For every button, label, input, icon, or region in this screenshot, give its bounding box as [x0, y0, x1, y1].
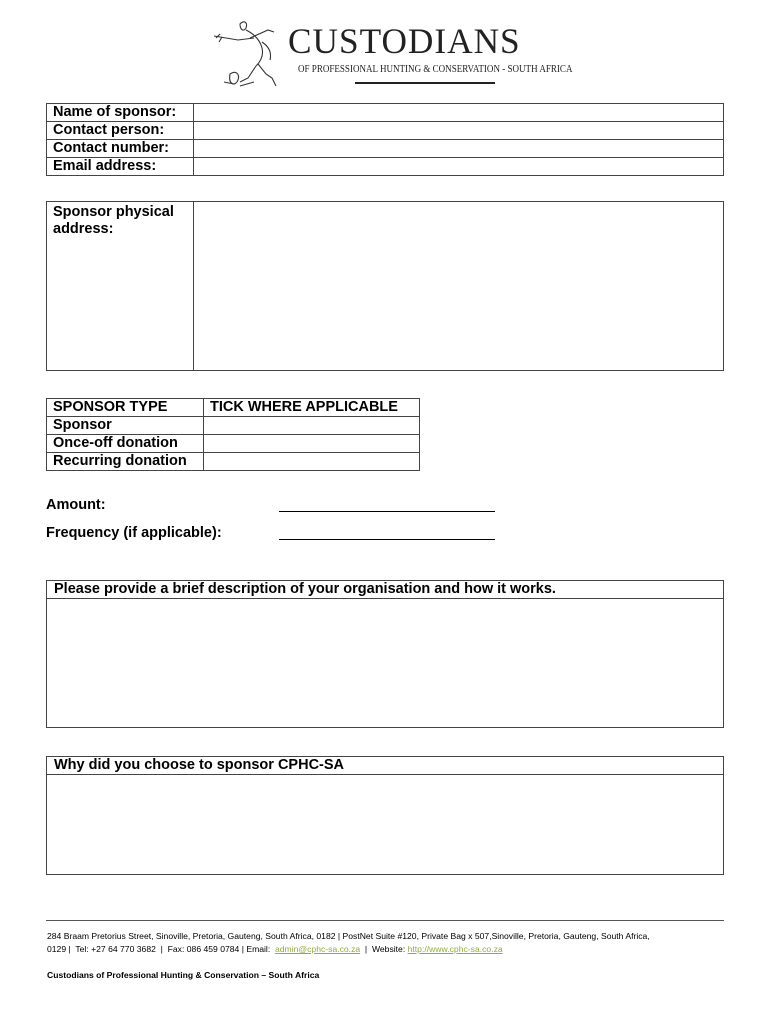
table-row — [47, 399, 420, 417]
table-row — [47, 417, 420, 435]
sponsor-option-label: Sponsor — [47, 417, 204, 435]
description-field[interactable] — [47, 599, 723, 727]
recurring-donation-tick-cell[interactable] — [204, 453, 420, 471]
table-row — [47, 202, 724, 371]
contact-person-field[interactable] — [194, 122, 724, 140]
tick-header: TICK WHERE APPLICABLE — [204, 399, 420, 417]
why-field[interactable] — [47, 775, 723, 874]
address-label-line2: address: — [53, 221, 114, 237]
table-row — [47, 435, 420, 453]
footer-website-prefix: | Website: — [360, 944, 408, 954]
footer-address-line2 — [47, 943, 727, 956]
table-row — [47, 122, 724, 140]
amount-label: Amount: — [46, 497, 106, 513]
sponsor-type-header: SPONSOR TYPE — [47, 399, 204, 417]
frequency-line[interactable] — [279, 539, 495, 540]
contact-table — [46, 103, 724, 176]
footer-address-line1: 284 Braam Pretorius Street, Sinoville, Pretoria, Gauteng, South Africa, 0182 | PostNet Suite #120, Private Bag x 507,Sinoville, Pretoria, Gauteng, South Africa, — [47, 931, 650, 941]
why-header: Why did you choose to sponsor CPHC-SA — [47, 757, 723, 775]
once-off-donation-label: Once-off donation — [47, 435, 204, 453]
logo-underline — [355, 82, 495, 84]
address-label-line1: Sponsor physical — [53, 204, 174, 220]
footer-address — [47, 930, 727, 956]
contact-number-field[interactable] — [194, 140, 724, 158]
name-of-sponsor-label: Name of sponsor: — [47, 104, 194, 122]
logo — [210, 16, 573, 90]
amount-line[interactable] — [279, 511, 495, 512]
footer-contact-text: 0129 | Tel: +27 64 770 3682 | Fax: 086 459 0784 | Email: — [47, 944, 275, 954]
frequency-label: Frequency (if applicable): — [46, 525, 222, 541]
sponsor-tick-cell[interactable] — [204, 417, 420, 435]
table-row — [47, 140, 724, 158]
sponsor-address-label — [47, 202, 194, 371]
hunter-logo-icon — [210, 16, 290, 88]
once-off-donation-tick-cell[interactable] — [204, 435, 420, 453]
sponsor-address-field[interactable] — [194, 202, 724, 371]
why-box — [46, 756, 724, 875]
description-box — [46, 580, 724, 728]
footer-divider — [46, 920, 724, 921]
contact-number-label: Contact number: — [47, 140, 194, 158]
sponsor-type-table — [46, 398, 420, 471]
email-address-field[interactable] — [194, 158, 724, 176]
logo-subtitle: OF PROFESSIONAL HUNTING & CONSERVATION - SOUTH AFRICA — [298, 64, 573, 75]
website-link[interactable]: http://www.cphc-sa.co.za — [407, 944, 503, 954]
table-row — [47, 104, 724, 122]
footer-org-name: Custodians of Professional Hunting & Conservation – South Africa — [47, 970, 320, 980]
contact-person-label: Contact person: — [47, 122, 194, 140]
description-header: Please provide a brief description of your organisation and how it works. — [47, 581, 723, 599]
recurring-donation-label: Recurring donation — [47, 453, 204, 471]
table-row — [47, 453, 420, 471]
table-row — [47, 158, 724, 176]
email-address-label: Email address: — [47, 158, 194, 176]
email-link[interactable]: admin@cphc-sa.co.za — [275, 944, 361, 954]
address-table — [46, 201, 724, 371]
logo-title: CUSTODIANS — [288, 21, 521, 61]
name-of-sponsor-field[interactable] — [194, 104, 724, 122]
